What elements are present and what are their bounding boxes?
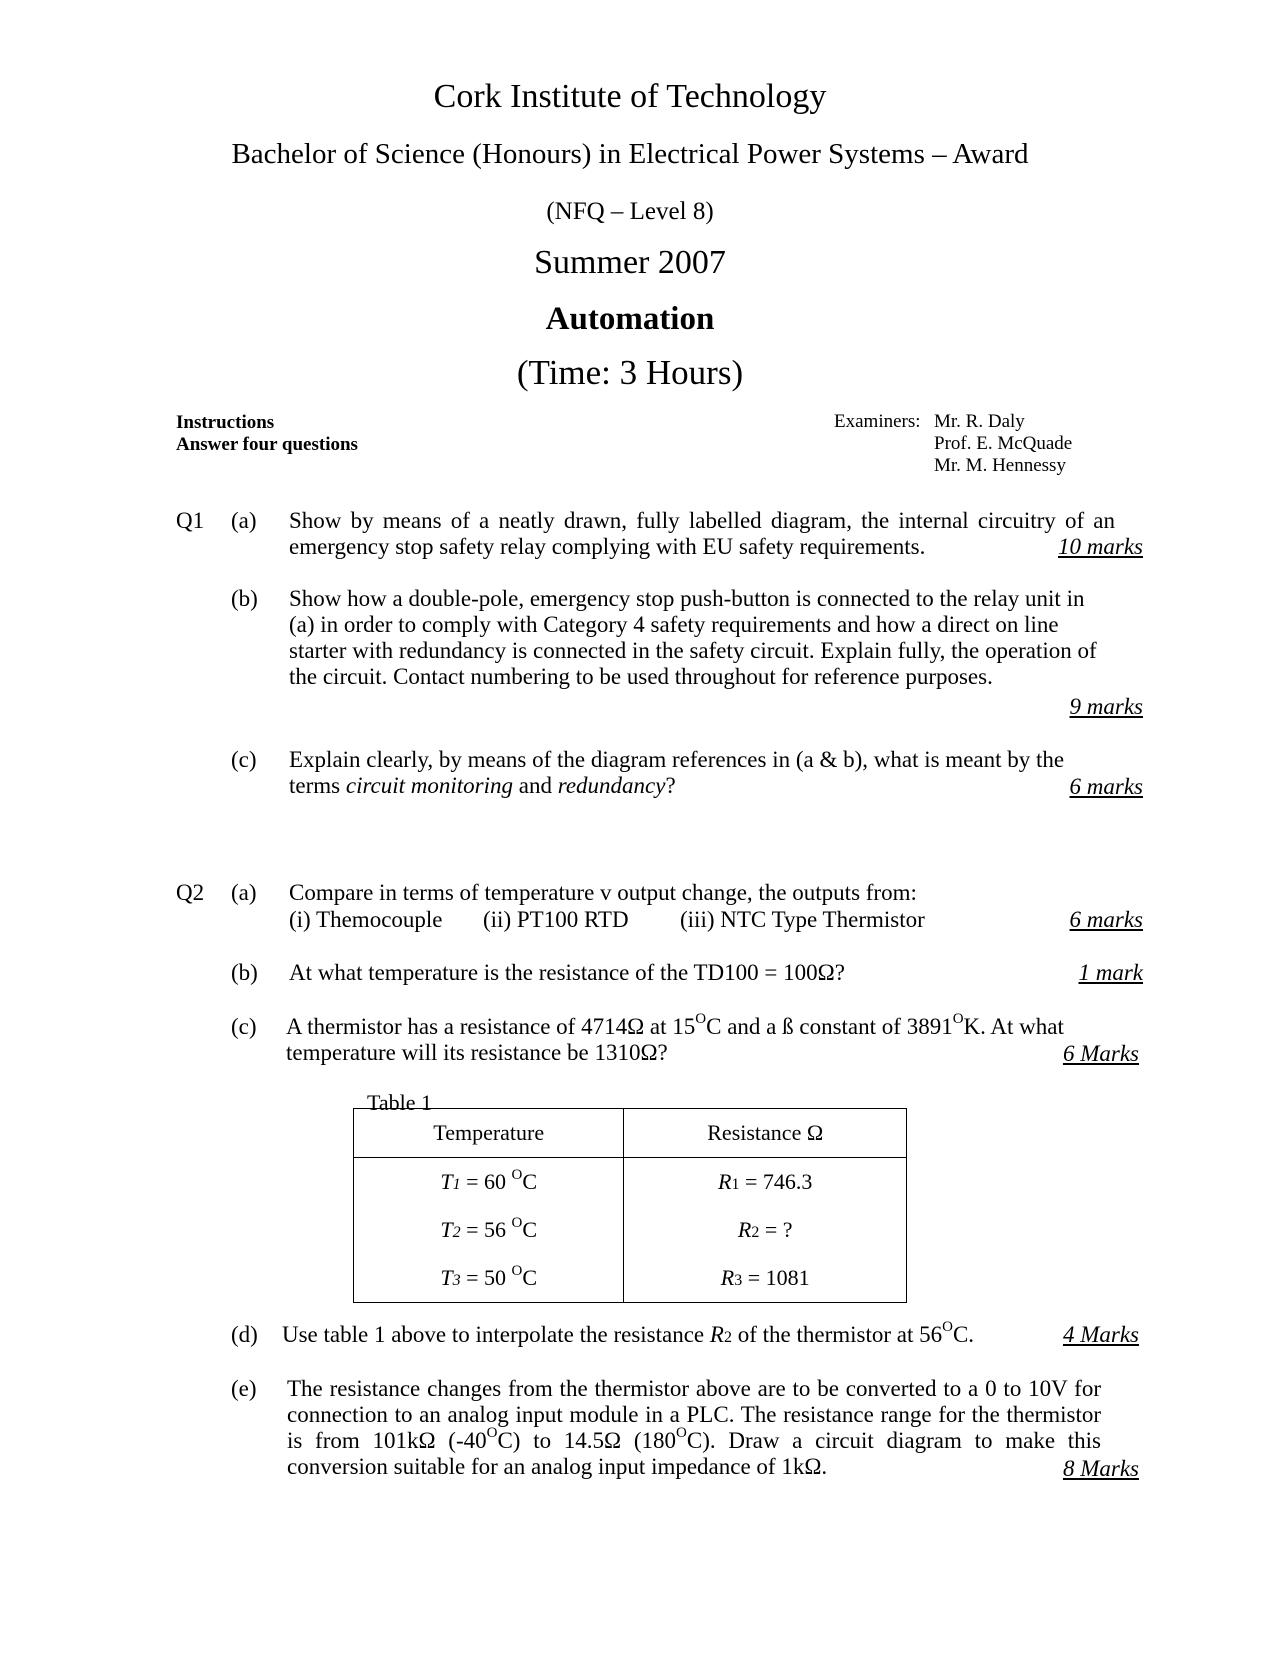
subject-title: Automation <box>545 301 715 337</box>
q2e-text-3: C). Draw a circuit diagram to make this conversion suitable for an analog input impedance of 1kΩ. <box>287 1428 1101 1479</box>
part-label: (a) <box>231 508 257 533</box>
degree-symbol: O <box>511 1166 523 1183</box>
examiners-list <box>934 411 1072 477</box>
examiner-name: Mr. M. Hennessy <box>934 455 1066 476</box>
table-cell-resistance <box>624 1254 907 1303</box>
exam-duration: (Time: 3 Hours) <box>516 353 744 392</box>
q2a-option-1: (i) Themocouple <box>289 907 443 932</box>
q2c-text-3: K. At what temperature will its resistance be 1310Ω? <box>286 1014 1064 1065</box>
q2b-marks: 1 mark <box>1078 960 1143 985</box>
temp-subscript: 3 <box>452 1272 461 1289</box>
q1c-text-1: Explain clearly, by means of the diagram references in (a & b), what is meant by the terms <box>289 747 1065 798</box>
part-label: (c) <box>231 747 257 772</box>
res-symbol: R <box>720 1265 735 1290</box>
temp-unit: C <box>522 1265 538 1290</box>
temp-value: = 56 <box>460 1217 512 1242</box>
term-redundancy: redundancy <box>557 773 666 798</box>
q1a-marks: 10 marks <box>1058 534 1143 559</box>
question-number: Q1 <box>176 508 205 533</box>
res-value: = 1081 <box>742 1265 810 1290</box>
examiners-label: Examiners: <box>834 411 921 432</box>
q1b-marks: 9 marks <box>1069 694 1143 719</box>
q2c-marks: 6 Marks <box>1062 1041 1139 1066</box>
res-value: = ? <box>759 1217 793 1242</box>
examiner-name: Mr. R. Daly <box>934 411 1025 432</box>
question-number: Q2 <box>176 880 205 905</box>
q2c-text-1: A thermistor has a resistance of 4714Ω at 15 <box>286 1014 696 1039</box>
temp-symbol: T <box>440 1265 453 1290</box>
q2c-text <box>286 1011 1116 1066</box>
res-subscript: 1 <box>731 1176 740 1193</box>
instructions-text: Answer four questions <box>176 434 358 455</box>
q2a-option-3: (iii) NTC Type Thermistor <box>680 907 925 932</box>
temp-subscript: 1 <box>452 1176 461 1193</box>
res-subscript: 2 <box>723 1329 732 1346</box>
q1b-text: Show how a double-pole, emergency stop push-button is connected to the relay unit in (a) in order to comply with Category 4 safety requirements and how a direct on line starter with redundancy is connected in the safety circuit. Explain fully, the operation of the circuit. Contact numbering to be used throughout for reference purposes. <box>289 586 1097 689</box>
q1c-end: ? <box>665 773 676 798</box>
q2e-text <box>287 1376 1101 1480</box>
table-cell-resistance <box>624 1206 907 1254</box>
part-label: (b) <box>231 586 258 611</box>
q1c-text <box>289 747 1115 799</box>
part-label: (b) <box>231 960 258 985</box>
q1c-and: and <box>518 773 552 798</box>
res-symbol: R <box>709 1322 724 1347</box>
temp-symbol: T <box>440 1169 453 1194</box>
res-symbol: R <box>718 1169 732 1194</box>
table-header-row <box>354 1109 907 1158</box>
res-subscript: 2 <box>751 1224 760 1241</box>
examiner-name: Prof. E. McQuade <box>934 433 1073 454</box>
table-header-temperature: Temperature <box>354 1109 624 1158</box>
temp-subscript: 2 <box>452 1224 461 1241</box>
res-value: = 746.3 <box>739 1169 813 1194</box>
q2e-text-1: The resistance changes from the thermistor above are to be converted to a 0 to 10V for connection to an analog input module in a PLC. The resistance range for the thermistor is from 101kΩ (-40 <box>287 1376 1101 1453</box>
temp-symbol: T <box>440 1217 453 1242</box>
table-cell-temperature <box>354 1254 624 1303</box>
q2d-text <box>282 1319 975 1351</box>
thermistor-table <box>353 1108 907 1303</box>
instructions-block <box>176 412 358 456</box>
q2e-marks: 8 Marks <box>1062 1456 1139 1481</box>
degree-symbol: O <box>952 1011 964 1028</box>
table-cell-temperature <box>354 1158 624 1207</box>
term-circuit-monitoring: circuit monitoring <box>345 773 514 798</box>
q2d-text-1: Use table 1 above to interpolate the resistance <box>282 1322 705 1347</box>
table-row <box>354 1158 907 1207</box>
table-row <box>354 1254 907 1303</box>
q2a-marks: 6 marks <box>1069 907 1143 932</box>
part-label: (e) <box>231 1376 257 1401</box>
degree-symbol: O <box>511 1214 523 1231</box>
q2e-text-2: C) to 14.5Ω (180 <box>497 1428 677 1453</box>
table-cell-resistance <box>624 1158 907 1207</box>
temp-value: = 60 <box>460 1169 512 1194</box>
degree-symbol: O <box>511 1262 523 1279</box>
q2a-option-2: (ii) PT100 RTD <box>483 907 629 932</box>
programme-title: Bachelor of Science (Honours) in Electrical Power Systems – Award <box>231 138 1029 170</box>
res-subscript: 3 <box>734 1272 743 1289</box>
part-label: (d) <box>231 1322 258 1347</box>
res-symbol: R <box>737 1217 752 1242</box>
temp-unit: C <box>522 1169 538 1194</box>
temp-unit: C <box>522 1217 538 1242</box>
q2d-marks: 4 Marks <box>1062 1322 1139 1347</box>
exam-session: Summer 2007 <box>534 244 726 281</box>
degree-symbol: O <box>676 1425 687 1442</box>
instructions-heading: Instructions <box>176 412 275 433</box>
degree-symbol: O <box>942 1319 953 1336</box>
q2b-text: At what temperature is the resistance of the TD100 = 100Ω? <box>289 960 845 985</box>
q2c-text-2: C and a ß constant of 3891 <box>706 1014 953 1039</box>
degree-symbol: O <box>695 1011 707 1028</box>
q2d-text-3: C. <box>952 1322 975 1347</box>
table-row <box>354 1206 907 1254</box>
nfq-level: (NFQ – Level 8) <box>546 198 714 225</box>
q1c-marks: 6 marks <box>1069 774 1143 799</box>
q1a-text: Show by means of a neatly drawn, fully labelled diagram, the internal circuitry of an emergency stop safety relay complying with EU safety requirements. <box>289 508 1115 559</box>
table-cell-temperature <box>354 1206 624 1254</box>
table-caption: Table 1 <box>367 1090 433 1115</box>
institute-title: Cork Institute of Technology <box>433 78 827 115</box>
part-label: (c) <box>231 1014 257 1039</box>
degree-symbol: O <box>486 1425 498 1442</box>
q2d-text-2: of the thermistor at 56 <box>737 1322 943 1347</box>
temp-value: = 50 <box>460 1265 512 1290</box>
part-label: (a) <box>231 880 257 905</box>
table-header-resistance: Resistance Ω <box>624 1109 907 1158</box>
q2a-line-1: Compare in terms of temperature v output change, the outputs from: <box>289 880 917 905</box>
